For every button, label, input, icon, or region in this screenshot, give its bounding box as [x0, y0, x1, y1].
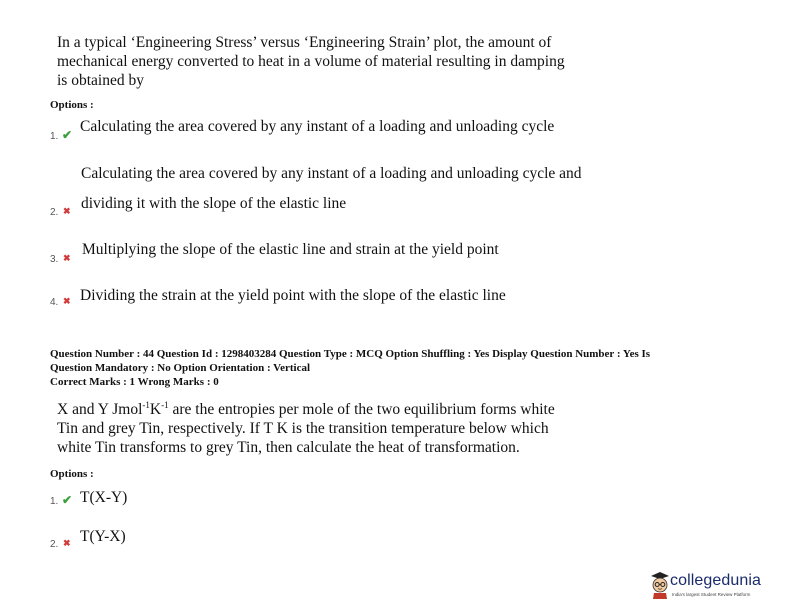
option-number: 1.	[50, 131, 59, 142]
question-line: In a typical ‘Engineering Stress’ versus ‘Engineering Strain’ plot, the amount of	[57, 34, 552, 51]
option-number: 3.	[50, 254, 59, 265]
logo-wordmark: collegedunia	[670, 572, 762, 589]
options-label: Options :	[50, 468, 94, 480]
options-label: Options :	[50, 99, 94, 111]
option-text: Calculating the area covered by any instant of a loading and unloading cycle	[80, 118, 555, 135]
question-line: white Tin transforms to grey Tin, then calculate the heat of transformation.	[57, 439, 520, 456]
cross-icon: ✖	[63, 253, 71, 263]
option-text: T(Y-X)	[80, 528, 126, 545]
meta-line: Question Number : 44 Question Id : 1298403284 Question Type : MCQ Option Shuffling : Yes Display Question Number : Yes Is	[50, 348, 651, 360]
option-number: 2.	[50, 207, 59, 218]
option-text: Calculating the area covered by any instant of a loading and unloading cycle and	[81, 165, 582, 182]
question-line: mechanical energy converted to heat in a volume of material resulting in damping	[57, 53, 565, 70]
check-icon: ✔	[62, 128, 73, 142]
meta-line: Question Mandatory : No Option Orientation : Vertical	[50, 362, 311, 374]
option-text: Multiplying the slope of the elastic line and strain at the yield point	[82, 241, 499, 258]
collegedunia-logo[interactable]	[648, 568, 792, 612]
question-line: Tin and grey Tin, respectively. If T K is the transition temperature below which	[57, 420, 549, 437]
option-number: 4.	[50, 297, 59, 308]
option-text: dividing it with the slope of the elastic line	[81, 195, 347, 212]
meta-line: Correct Marks : 1 Wrong Marks : 0	[50, 376, 219, 388]
question-line: is obtained by	[57, 72, 144, 89]
option-text: T(X-Y)	[80, 489, 128, 506]
cross-icon: ✖	[63, 538, 71, 548]
cross-icon: ✖	[63, 296, 71, 306]
check-icon: ✔	[62, 493, 73, 507]
logo-tagline: India's largest Student Review Platform	[672, 592, 751, 597]
mascot-icon	[648, 570, 672, 600]
option-number: 2.	[50, 539, 59, 550]
question-line: X and Y $Jmol^{-1}K^{-1}$ are the entropies per mole of the two equilibrium forms white	[57, 399, 555, 418]
option-text: Dividing the strain at the yield point with the slope of the elastic line	[80, 287, 506, 304]
option-number: 1.	[50, 496, 59, 507]
cross-icon: ✖	[63, 206, 71, 216]
